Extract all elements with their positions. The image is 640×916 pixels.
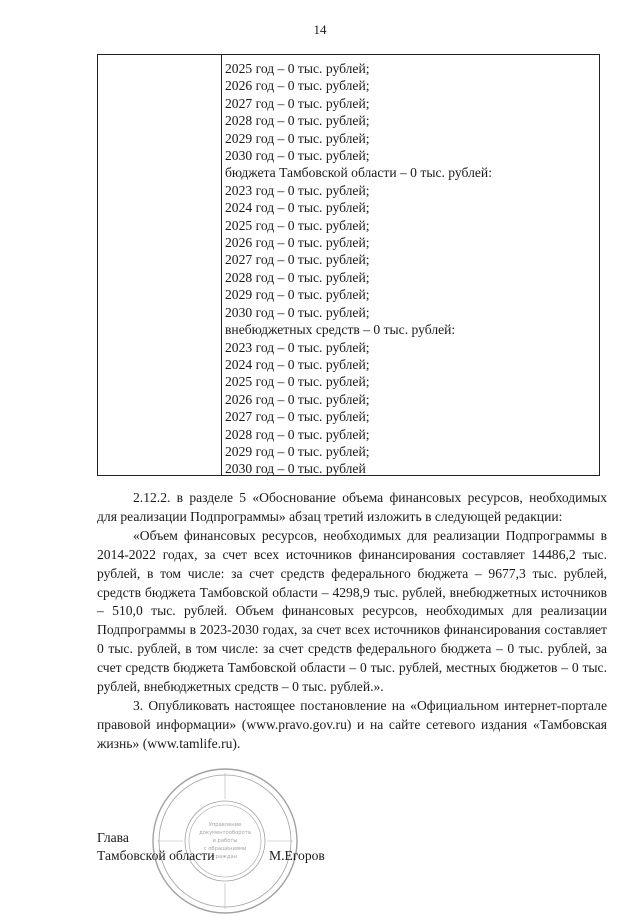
table-row: 2029 год – 0 тыс. рублей; (225, 443, 370, 459)
table-row: 2025 год – 0 тыс. рублей; (225, 61, 370, 76)
table-row: 2023 год – 0 тыс. рублей; (225, 182, 370, 198)
signer-name: М.Егоров (269, 848, 325, 863)
table-row: 2030 год – 0 тыс. рублей; (225, 148, 370, 164)
table-row: внебюджетных средств – 0 тыс. рублей: (225, 322, 456, 338)
stamp-line: и работы (212, 838, 238, 844)
table-row: 2028 год – 0 тыс. рублей; (225, 113, 370, 129)
table-row: 2027 год – 0 тыс. рублей; (225, 409, 370, 425)
table-row: 2028 год – 0 тыс. рублей; (225, 426, 370, 442)
table-row: 2025 год – 0 тыс. рублей; (225, 217, 370, 233)
paragraph-funding-volume: «Объем финансовых ресурсов, необходимых для реализации Подпрограммы в 2014-2022 годах, за счет всех источников финансирования составляет 14486,2 тыс. рублей, в том числе: за счет средств федерального бюджета – 9677,3 тыс. рублей, средств бюджета Тамбовской области – 4298,9 тыс. рублей, внебюджетных источников – 510,0 тыс. рублей. Объем финансовых ресурсов, необходимых для реализации Подпрограммы в 2023-2030 годах, за счет всех источников финансирования составляет 0 тыс. рублей, в том числе: за счет средств федерального бюджета – 0 тыс. рублей, за счет средств бюджета Тамбовской области – 0 тыс. рублей, местных бюджетов – 0 тыс. рублей, внебюджетных средств – 0 тыс. рублей.». (97, 527, 607, 695)
table-row: 2024 год – 0 тыс. рублей; (225, 356, 370, 372)
table-row: 2026 год – 0 тыс. рублей; (225, 78, 370, 94)
table-row: 2026 год – 0 тыс. рублей; (225, 235, 370, 251)
signer-title-line1: Глава (97, 830, 129, 845)
table-row: 2027 год – 0 тыс. рублей; (225, 252, 370, 268)
signer-title-line2: Тамбовской области (97, 848, 215, 863)
amendment-text (97, 489, 607, 754)
table-right-column (225, 60, 595, 478)
paragraph-publication: 3. Опубликовать настоящее постановление на «Официальном интернет-портале правовой информации» (www.pravo.gov.ru) и на сайте сетевого издания «Тамбовская жизнь» (www.tamlife.ru). (97, 697, 607, 751)
stamp-line: с обращениями (203, 846, 247, 852)
table-row: 2029 год – 0 тыс. рублей; (225, 287, 370, 303)
stamp-line: документооборота (199, 830, 251, 836)
table-row: 2025 год – 0 тыс. рублей; (225, 374, 370, 390)
stamp-line: Управление (208, 822, 242, 828)
page-number: 14 (313, 22, 327, 37)
table-row: 2030 год – 0 тыс. рублей; (225, 304, 370, 320)
paragraph-amendment-2-12-2: 2.12.2. в разделе 5 «Обоснование объема финансовых ресурсов, необходимых для реализации Подпрограммы» абзац третий изложить в следующей редакции: (97, 490, 607, 524)
table-row: 2027 год – 0 тыс. рублей; (225, 95, 370, 111)
stamp-line: граждан (212, 854, 238, 860)
table-row: 2029 год – 0 тыс. рублей; (225, 130, 370, 146)
table-row: 2030 год – 0 тыс. рублей (225, 461, 366, 477)
table-left-column (98, 55, 222, 475)
table-row: 2026 год – 0 тыс. рублей; (225, 391, 370, 407)
table-row: 2028 год – 0 тыс. рублей; (225, 269, 370, 285)
table-row: 2023 год – 0 тыс. рублей; (225, 339, 370, 355)
table-row: 2024 год – 0 тыс. рублей; (225, 200, 370, 216)
funding-table (97, 54, 600, 476)
table-row: бюджета Тамбовской области – 0 тыс. рублей: (225, 165, 492, 181)
